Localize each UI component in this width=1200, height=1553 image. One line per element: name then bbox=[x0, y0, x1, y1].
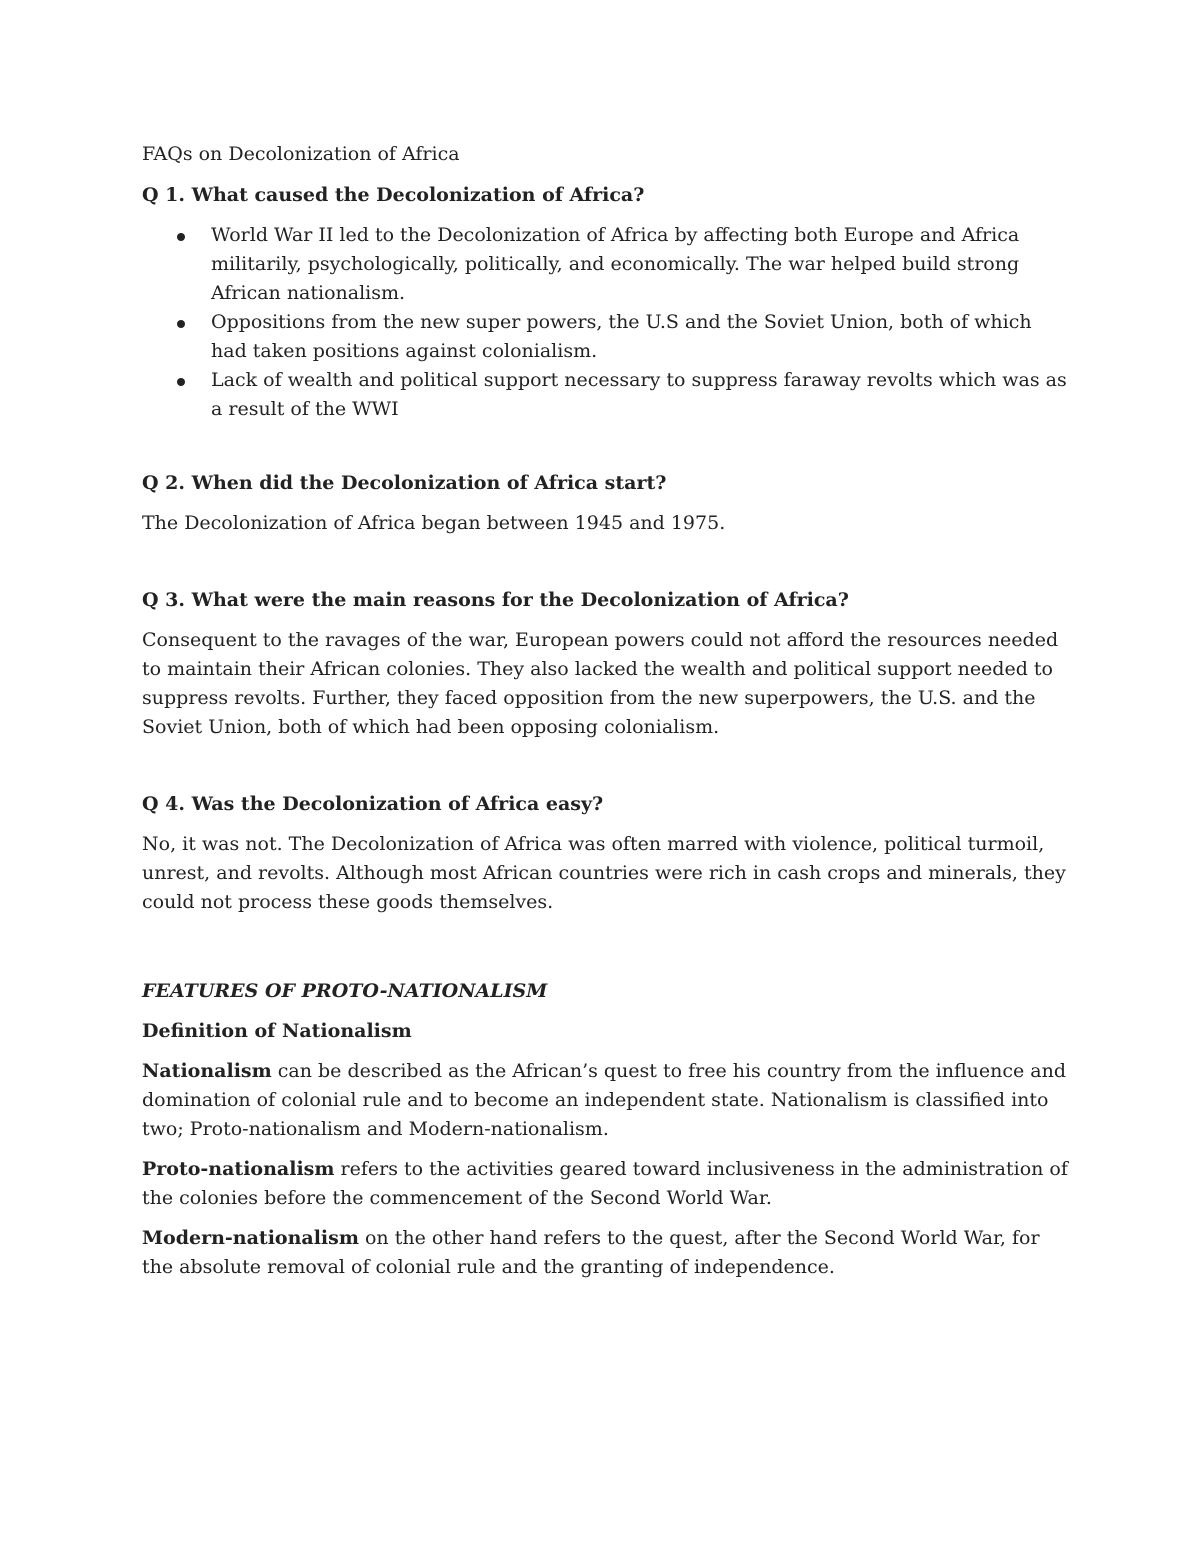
definition-nationalism bbox=[142, 1057, 1072, 1144]
spacer bbox=[142, 424, 1072, 469]
definition-text: refers to the activities geared toward inclusiveness in the administration of the colonies before the commencement of the Second World War. bbox=[142, 1158, 1068, 1209]
definition-text: on the other hand refers to the quest, after the Second World War, for the absolute removal of colonial rule and the granting of independence. bbox=[142, 1227, 1040, 1278]
list-item bbox=[211, 366, 1072, 424]
list-item bbox=[211, 308, 1072, 366]
section-heading: FEATURES OF PROTO-NATIONALISM bbox=[142, 980, 548, 1002]
document-page bbox=[142, 140, 1072, 1293]
question-2-answer: The Decolonization of Africa began between 1945 and 1975. bbox=[142, 512, 726, 534]
definition-modern-nationalism bbox=[142, 1224, 1072, 1282]
section-subheading: Definition of Nationalism bbox=[142, 1020, 412, 1042]
question-3: Q 3. What were the main reasons for the Decolonization of Africa? bbox=[142, 589, 849, 611]
document-title: FAQs on Decolonization of Africa bbox=[142, 143, 460, 165]
definition-text: can be described as the African’s quest to free his country from the influence and domination of colonial rule and to become an independent state. Nationalism is classified into two; Proto-nationalism and Modern-nationalism. bbox=[142, 1060, 1066, 1140]
definition-proto-nationalism bbox=[142, 1155, 1072, 1213]
definition-term: Modern-nationalism bbox=[142, 1227, 359, 1249]
bullet-icon bbox=[177, 320, 185, 328]
question-4: Q 4. Was the Decolonization of Africa easy? bbox=[142, 793, 604, 815]
spacer bbox=[142, 742, 1072, 790]
list-item-text: World War II led to the Decolonization of Africa by affecting both Europe and Africa militarily, psychologically, politically, and economically. The war helped build strong African nationalism. bbox=[211, 224, 1020, 304]
bullet-icon bbox=[177, 378, 185, 386]
list-item-text: Lack of wealth and political support necessary to suppress faraway revolts which was as a result of the WWI bbox=[211, 369, 1067, 420]
spacer bbox=[142, 917, 1072, 977]
question-1: Q 1. What caused the Decolonization of Africa? bbox=[142, 184, 645, 206]
spacer bbox=[142, 538, 1072, 586]
definition-term: Nationalism bbox=[142, 1060, 272, 1082]
question-2: Q 2. When did the Decolonization of Africa start? bbox=[142, 472, 667, 494]
question-4-answer: No, it was not. The Decolonization of Africa was often marred with violence, political turmoil, unrest, and revolts. Although most African countries were rich in cash crops and minerals, they could not process these goods themselves. bbox=[142, 833, 1066, 913]
question-1-answer-list bbox=[142, 221, 1072, 424]
list-item bbox=[211, 221, 1072, 308]
question-3-answer: Consequent to the ravages of the war, European powers could not afford the resources needed to maintain their African colonies. They also lacked the wealth and political support needed to suppress revolts. Further, they faced opposition from the new superpowers, the U.S. and the Soviet Union, both of which had been opposing colonialism. bbox=[142, 629, 1059, 738]
list-item-text: Oppositions from the new super powers, the U.S and the Soviet Union, both of which had taken positions against colonialism. bbox=[211, 311, 1032, 362]
definition-term: Proto-nationalism bbox=[142, 1158, 335, 1180]
bullet-icon bbox=[177, 233, 185, 241]
